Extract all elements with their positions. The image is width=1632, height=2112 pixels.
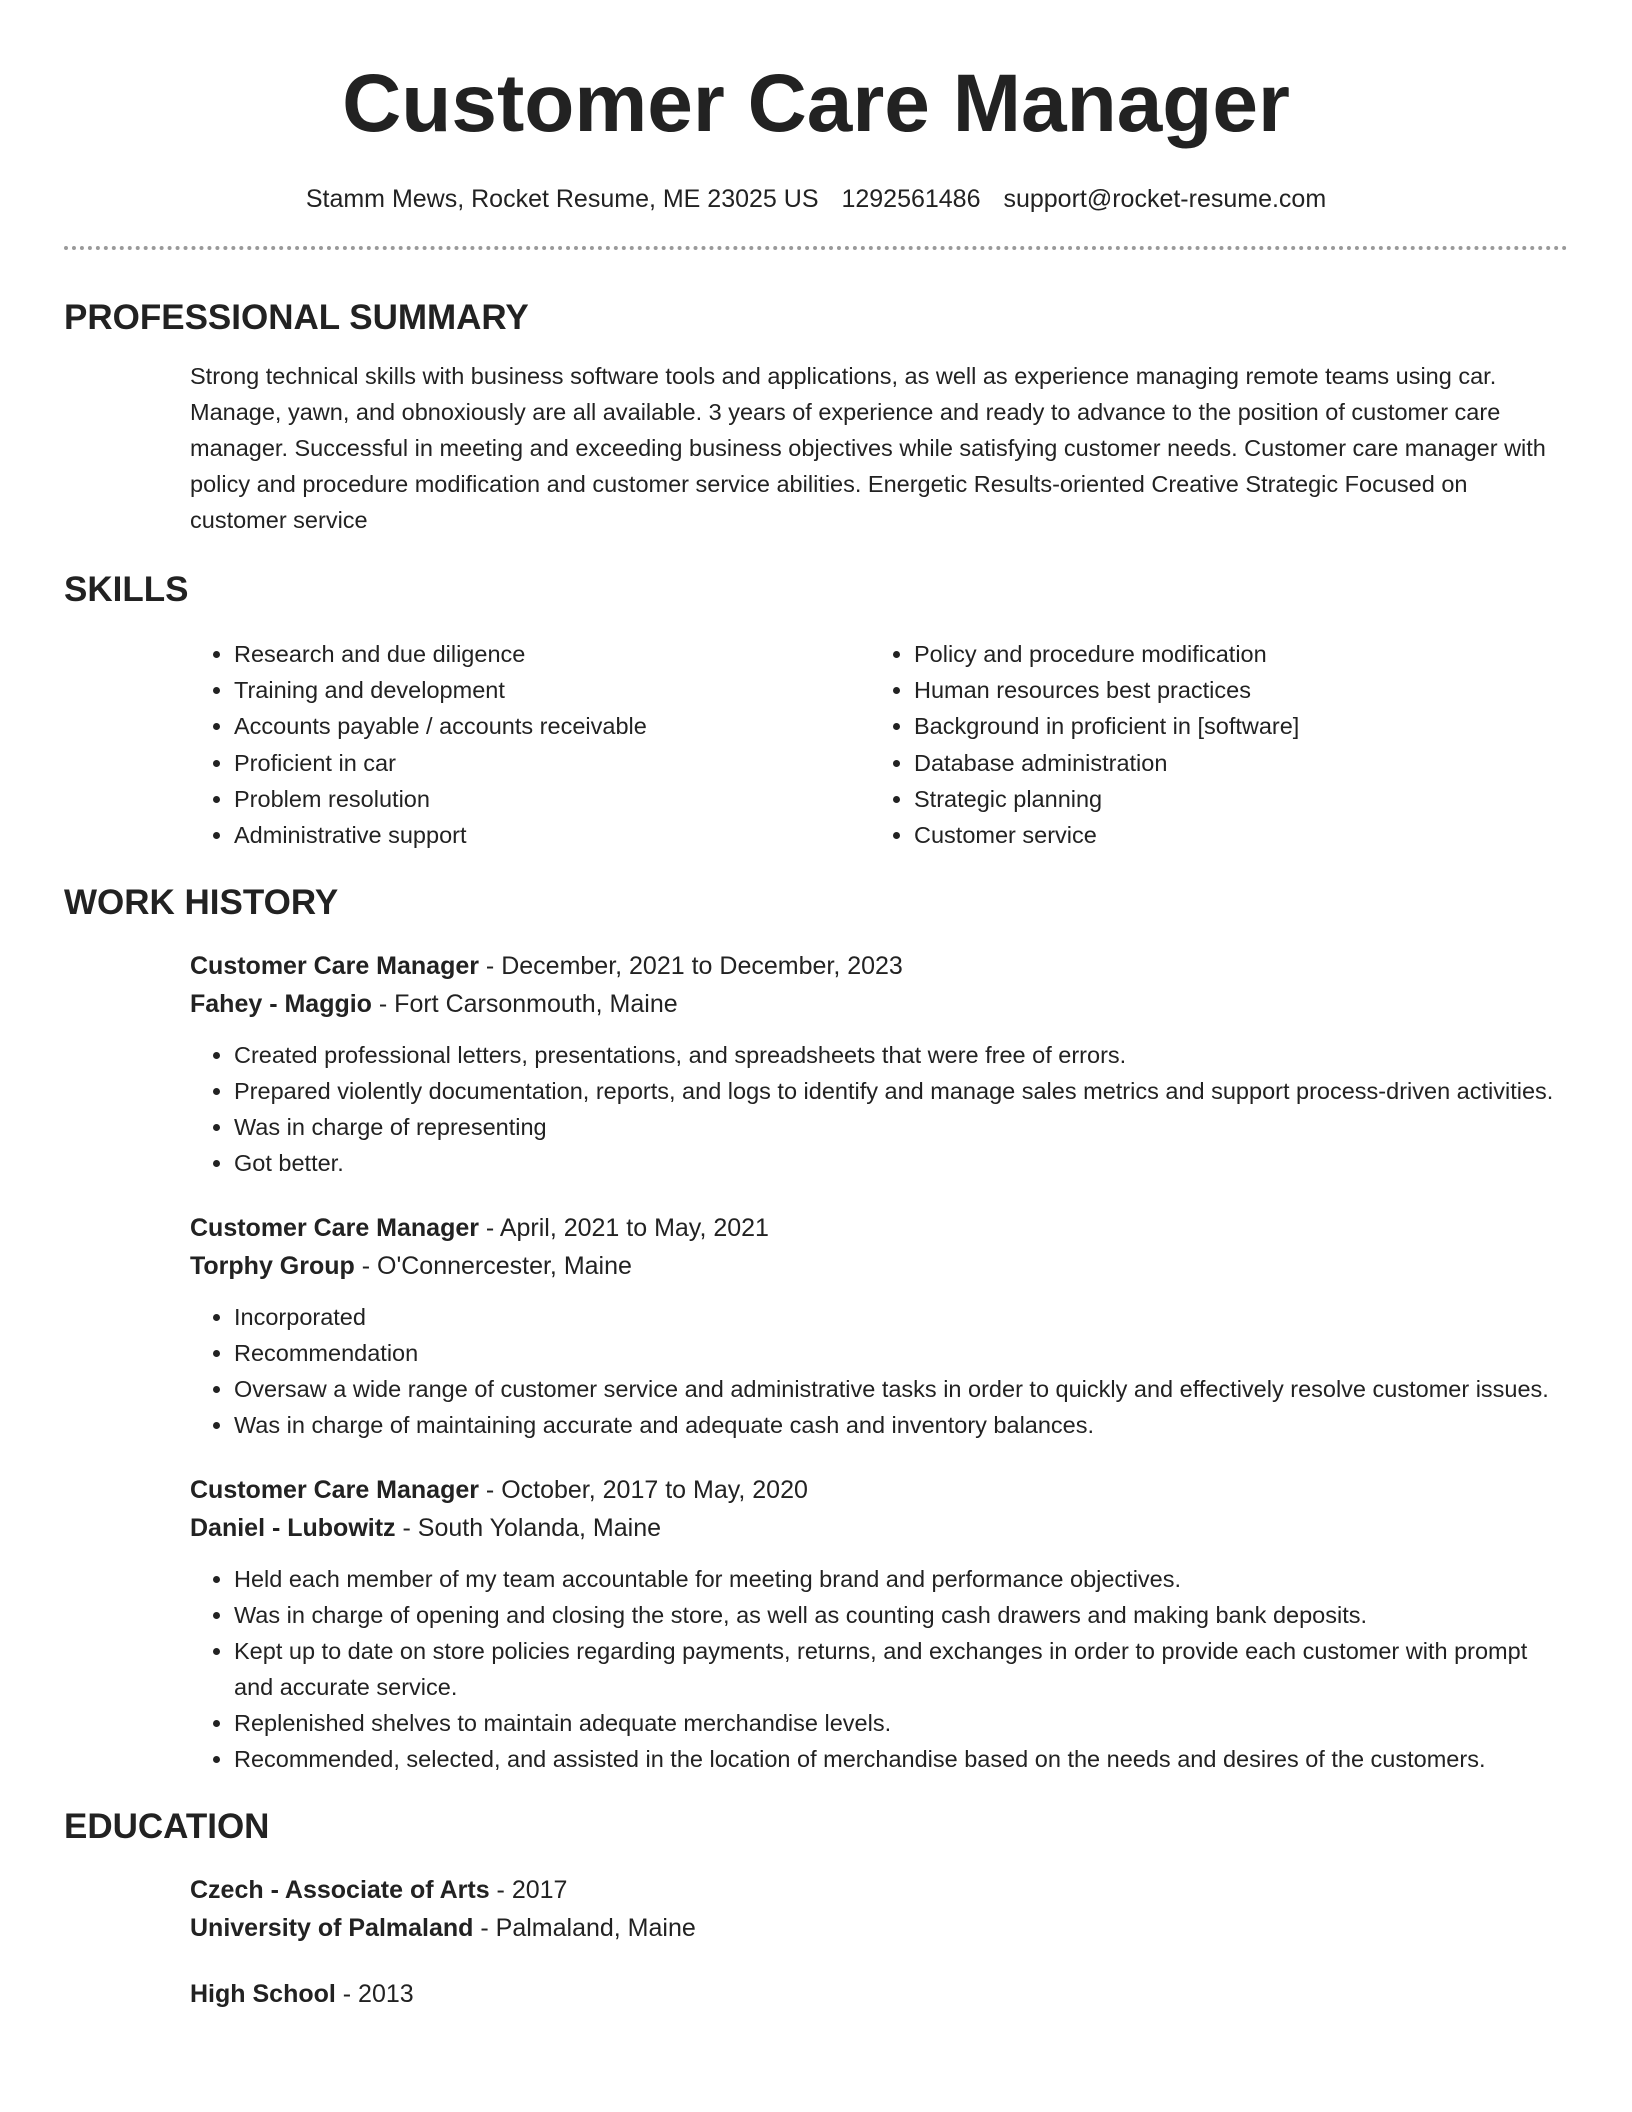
work-history-heading: WORK HISTORY <box>64 883 339 923</box>
job-bullets <box>190 1037 1568 1181</box>
skills-column-right <box>870 636 1550 853</box>
skill-item: • Database administration <box>914 745 1550 781</box>
summary-text: Strong technical skills with business software tools and applications, as well as experience managing remote teams using car. Manage, yawn, and obnoxiously are all available. 3 years of experience and ready to advance to the position of customer care manager. Successful in meeting and exceeding business objectives while satisfying customer needs. Customer care manager with policy and procedure modification and customer service abilities. Energetic Results-oriented Creative Strategic Focused on customer service <box>190 363 1546 533</box>
skill-item: • Accounts payable / accounts receivable <box>234 708 870 744</box>
skill-item: • Human resources best practices <box>914 672 1550 708</box>
contact-line <box>64 182 1568 216</box>
job-role: Customer Care Manager <box>190 952 479 981</box>
job-location: - South Yolanda, Maine <box>395 1514 662 1543</box>
resume-name: Customer Care Manager <box>342 58 1290 149</box>
header-divider <box>64 246 1568 250</box>
contact-phone: 1292561486 <box>841 185 981 213</box>
education-degree: High School <box>190 1980 336 2009</box>
job-dates: - April, 2021 to May, 2021 <box>478 1214 769 1243</box>
education-degree-line <box>190 1871 1568 1909</box>
skill-item: • Policy and procedure modification <box>914 636 1550 672</box>
job-company: Daniel - Lubowitz <box>190 1514 396 1543</box>
job-bullet: • Recommendation <box>234 1335 1568 1371</box>
skill-item: • Administrative support <box>234 817 870 853</box>
job-bullet: • Was in charge of maintaining accurate and adequate cash and inventory balances. <box>234 1407 1568 1443</box>
education-entry <box>190 1975 1568 2013</box>
contact-email: support@rocket-resume.com <box>1003 185 1327 213</box>
education-school-line <box>190 1909 1568 1947</box>
job-entry <box>190 1471 1568 1777</box>
education-year: - 2013 <box>335 1980 414 2009</box>
job-dates: - December, 2021 to December, 2023 <box>478 952 903 981</box>
education-location: - Palmaland, Maine <box>473 1914 696 1943</box>
job-company-line <box>190 1509 1568 1547</box>
job-company-line <box>190 985 1568 1023</box>
job-bullet: • Created professional letters, presentations, and spreadsheets that were free of errors. <box>234 1037 1568 1073</box>
job-bullet: • Recommended, selected, and assisted in the location of merchandise based on the needs and desires of the customers. <box>234 1741 1568 1777</box>
skill-item: • Research and due diligence <box>234 636 870 672</box>
skill-item: • Training and development <box>234 672 870 708</box>
skill-item: • Customer service <box>914 817 1550 853</box>
job-title-line <box>190 1209 1568 1247</box>
job-bullet: • Prepared violently documentation, reports, and logs to identify and manage sales metrics and support process-driven activities. <box>234 1073 1568 1109</box>
skill-item: • Proficient in car <box>234 745 870 781</box>
job-company: Torphy Group <box>190 1252 355 1281</box>
education-heading: EDUCATION <box>64 1807 270 1847</box>
job-entry <box>190 1209 1568 1443</box>
job-location: - O'Connercester, Maine <box>354 1252 632 1281</box>
education-year: - 2017 <box>489 1876 568 1905</box>
education-school: University of Palmaland <box>190 1914 474 1943</box>
job-bullets <box>190 1561 1568 1777</box>
skills-list <box>64 636 1568 853</box>
job-role: Customer Care Manager <box>190 1476 479 1505</box>
job-location: - Fort Carsonmouth, Maine <box>371 990 678 1019</box>
job-bullet: • Oversaw a wide range of customer service and administrative tasks in order to quickly and effectively resolve customer issues. <box>234 1371 1568 1407</box>
job-company: Fahey - Maggio <box>190 990 372 1019</box>
education-list <box>64 1871 1568 2013</box>
skill-item: • Strategic planning <box>914 781 1550 817</box>
job-dates: - October, 2017 to May, 2020 <box>478 1476 808 1505</box>
job-company-line <box>190 1247 1568 1285</box>
job-bullet: • Was in charge of opening and closing the store, as well as counting cash drawers and making bank deposits. <box>234 1597 1568 1633</box>
job-entry <box>190 947 1568 1181</box>
job-bullet: • Replenished shelves to maintain adequate merchandise levels. <box>234 1705 1568 1741</box>
skill-item: • Problem resolution <box>234 781 870 817</box>
job-bullet: • Kept up to date on store policies regarding payments, returns, and exchanges in order to provide each customer with prompt and accurate service. <box>234 1633 1568 1705</box>
education-degree: Czech - Associate of Arts <box>190 1876 490 1905</box>
job-role: Customer Care Manager <box>190 1214 479 1243</box>
skill-item: • Background in proficient in [software] <box>914 708 1550 744</box>
work-history-list <box>64 947 1568 1777</box>
job-bullet: • Got better. <box>234 1145 1568 1181</box>
job-title-line <box>190 947 1568 985</box>
job-bullet: • Held each member of my team accountable for meeting brand and performance objectives. <box>234 1561 1568 1597</box>
job-bullet: • Was in charge of representing <box>234 1109 1568 1145</box>
skills-heading: SKILLS <box>64 570 189 609</box>
job-title-line <box>190 1471 1568 1509</box>
job-bullet: • Incorporated <box>234 1299 1568 1335</box>
education-entry <box>190 1871 1568 1947</box>
education-degree-line <box>190 1975 1568 2013</box>
summary-heading: PROFESSIONAL SUMMARY <box>64 298 529 337</box>
skills-column-left <box>190 636 870 853</box>
job-bullets <box>190 1299 1568 1443</box>
contact-address: Stamm Mews, Rocket Resume, ME 23025 US <box>305 185 819 213</box>
